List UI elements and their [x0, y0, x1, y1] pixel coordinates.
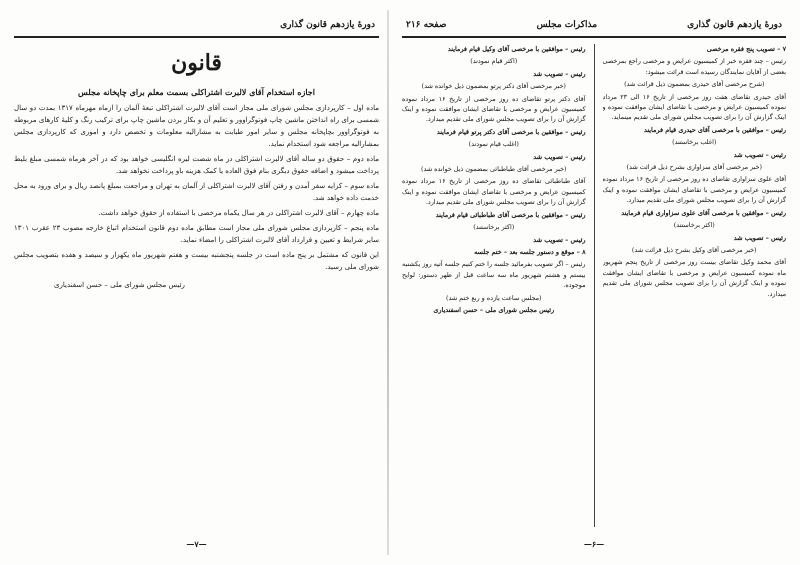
right-page	[402, 14, 786, 553]
minutes-columns	[402, 44, 786, 527]
page-gutter	[387, 10, 389, 555]
law-signature: رئیس مجلس شورای ملی – حسن اسفندیاری	[54, 281, 185, 289]
minutes-paragraph: آقای حیدری تقاضای هفت روز مرخصی از تاریخ ۱۶ الی ۲۳ مرداد نموده کمیسیون عرایض و مرخصی با تقاضای ایشان موافقت نموده و اینک گزارش آن را برای تصویب مجلس شورای ملی تقدیم مینماید.	[602, 92, 786, 122]
minutes-paragraph: رئیس – تصویب شد	[533, 69, 586, 78]
minutes-column-right	[603, 44, 787, 527]
running-head-title: دورهٔ یازدهم قانون گذاری	[280, 20, 375, 30]
minutes-paragraph: (اکثر برخاستند)	[673, 221, 715, 230]
minutes-paragraph: ۷ – تصویب پنج فقره مرخصی	[706, 45, 786, 53]
law-body	[14, 86, 379, 291]
law-title: قانون	[171, 50, 222, 76]
minutes-paragraph: رئیس – موافقین با مرخصی آقای علوی سزاواری قیام فرمایند	[621, 208, 786, 217]
law-article-5: ماده پنجم – کارپردازی مجلس شورای ملی مجاز است مطابق ماده دوم قانون استخدام اتباع خارجه مصوب ۲۳ عقرب ۱۳۰۱ سایر شرایط و تعیین و قرارداد آقای لالبرت اشتراکلی را امضاء نماید.	[14, 224, 379, 244]
minutes-paragraph: آقای طباطبائی تقاضای ده روز مرخصی از تاریخ ۱۶ مرداد نموده کمیسیون عرایض و مرخصی با تقاضای ایشان موافقت نموده و اینک گزارش آن را برای تصویب مجلس شورای ملی تقدیم میدارد.	[402, 177, 586, 207]
page-number: —۶—	[583, 539, 605, 549]
law-article-1: ماده اول – کارپردازی مجلس شورای ملی مجاز است آقای لالبرت اشتراکلی تبعهٔ آلمان را ازماه مهرماه ۱۳۱۷ بمدت دو سال شمسی برای راه انداختن ماشین چاپ فوتوگراوور و تعلیم آن و بکار بردن ماشین چاپ برای ترکیب رنگ و کلیهٔ کارهای مربوطه به فوتوگراوور بچاپخانه مجلس و سایر امور طبابت به مشارالیه معلومات و تخصص دارد و اموری که کارپردازی مجلس بمشارالیه مراجعه شود استخدام نماید.	[14, 104, 379, 148]
minutes-paragraph: آقای دکتر پرتو تقاضای ده روز مرخصی از تاریخ ۱۶ مرداد نموده کمیسیون عرایض و مرخصی با تقاضای ایشان موافقت نموده و اینک گزارش آن را برای تصویب مجلس شورای ملی تقدیم میدارد.	[402, 94, 586, 124]
minutes-paragraph: (اکثر قیام نمودند)	[470, 57, 518, 66]
minutes-paragraph: رئیس – تصویب شد	[533, 152, 586, 161]
minutes-paragraph: رئیس – اگر تصویب بفرمائید جلسه را ختم کنیم جلسه آتیه روز یکشنبه بیستم و هشتم شهریور ماه سه ساعت قبل از ظهر دستور: لوایح موجوده.	[402, 260, 586, 290]
running-head-section: مذاکرات مجلس	[536, 20, 598, 30]
minutes-paragraph: رئیس – تصویب شد	[533, 235, 586, 244]
minutes-paragraph: رئیس – موافقین با مرخصی آقای حیدری قیام فرمایند	[643, 125, 786, 134]
minutes-paragraph: (شرح مرخصی آقای حیدری بمضمون ذیل قرائت شد)	[624, 80, 765, 89]
minutes-paragraph: رئیس – موافقین با مرخصی آقای طباطبائی قیام فرمایند	[435, 210, 586, 219]
law-article-2: ماده دوم – حقوق دو ساله آقای لالبرت اشتراکلی در ماه شصت لیره انگلیسی خواهد بود که در آخر هرماه شمسی مبلغ بلیط پرداخت میشود و اضافه حقوق دیگری بنام فوق العاده یا کمک هزینه باو پرداخت نخواهد شد.	[14, 155, 379, 175]
minutes-paragraph: آقای علوی سزاواری تقاضای ده روز مرخصی از تاریخ ۱۶ مرداد نموده کمیسیون عرایض و مرخصی با تقاضای ایشان موافقت نموده و اینک گزارش آن را برای تصویب مجلس شورای ملی تقدیم میدارد.	[602, 175, 786, 205]
minutes-paragraph: (مجلس ساعت یازده و ربع ختم شد)	[445, 293, 542, 302]
law-heading: اجازه استخدام آقای لالبرت اشتراکلی بسمت معلم برای چاپخانه مجلس	[78, 87, 315, 97]
law-article-3: ماده سوم – کرایه سفر آمدن و رفتن آقای لالبرت اشتراکلی از آلمان به تهران و مراجعت بمبلغ پانصد ریال و برای ورود به محل خدمت داده خواهد شد.	[14, 182, 379, 202]
minutes-paragraph: (اغلب قیام نمودند)	[468, 140, 519, 149]
minutes-paragraph: آقای محمد وکیل تقاضای بیست روز مرخصی از تاریخ پنجم شهریور ماه نموده کمیسیون عرایض و مرخصی با تقاضای ایشان موافقت نموده و اینک گزارش آن را برای تصویب مجلس شورای ملی تقدیم میدارد.	[602, 258, 786, 298]
minutes-paragraph: رئیس – موافقین با مرخصی آقای دکتر پرتو قیام فرمایند	[436, 127, 586, 136]
minutes-paragraph: رئیس – چند فقره خبر از کمیسیون عرایض و مرخصی راجع بمرخصی بعضی از آقایان نمایندگان رسیده است قرائت میشود:	[602, 57, 786, 76]
running-head	[402, 14, 786, 38]
running-head	[14, 14, 379, 38]
minutes-paragraph: (اکثر برخاستند)	[473, 223, 515, 232]
running-head-page: صفحه ۲۱۶	[406, 20, 447, 30]
running-head-title: دورهٔ یازدهم قانون گذاری	[687, 20, 782, 30]
minutes-paragraph: رئیس – موافقین با مرخصی آقای وکیل قیام فرمایند	[447, 45, 586, 53]
minutes-paragraph: (خبر مرخصی آقای دکتر پرتو بمضمون ذیل خوانده شد)	[421, 82, 566, 91]
minutes-paragraph: (خبر مرخصی آقای وکیل بشرح ذیل قرائت شد)	[631, 245, 757, 254]
law-article-4: ماده چهارم – آقای لالبرت اشتراکلی در هر سال یکماه مرخصی با استفاده از حقوق خواهد داشت.	[98, 209, 379, 217]
minutes-paragraph: (اغلب برخاستند)	[672, 138, 717, 147]
minutes-paragraph: (خبر مرخصی آقای سزاواری بشرح ذیل قرائت شد)	[626, 163, 762, 172]
left-page	[14, 14, 379, 553]
page-number: —۷—	[186, 539, 207, 549]
law-closing: این قانون که مشتمل بر پنج ماده است در جلسه پنجشنبه بیست و هفتم شهریور ماه یکهزار و سیصد و هفده بتصویب مجلس شورای ملی رسید.	[14, 251, 379, 271]
column-divider	[594, 44, 595, 527]
minutes-paragraph: رئیس مجلس شورای ملی – حسن اسفندیاری	[433, 305, 555, 314]
minutes-paragraph: (خبر مرخصی آقای طباطبائی بمضمون ذیل خوانده شد)	[420, 165, 567, 174]
minutes-paragraph: رئیس – تصویب شد	[733, 150, 786, 159]
minutes-column-left	[402, 44, 586, 527]
minutes-paragraph: ۸ – موقع و دستور جلسه بعد – ختم جلسه	[474, 247, 586, 256]
minutes-paragraph: رئیس – تصویب شد	[733, 233, 786, 242]
